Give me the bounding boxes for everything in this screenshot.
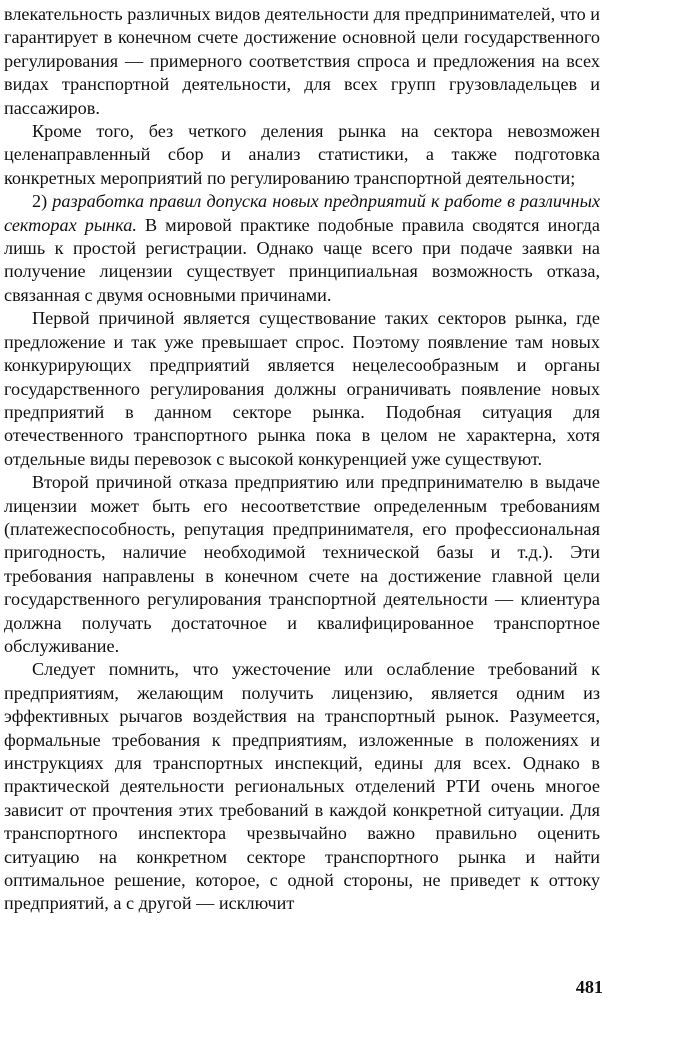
paragraph-first-reason: Первой причиной является существование таких секторов рынка, где предложение и так уже превышает спрос. Поэтому появление там новых конкурирующих предприятий является нецелесообразным и органы государственного регулирования должны ограничивать появление новых предприятий в данном секторе рынка. Подобная ситуация для отечественного транспортного рынка пока в целом не характерна, хотя отдельные виды перевозок с высокой конкуренцией уже существуют. bbox=[4, 308, 600, 469]
paragraph-continuation: влекательность различных видов деятельности для предпринимателей, что и гарантирует в конечном счете достижение основной цели государственного регулирования — примерного соответствия спроса и предложения на всех видах транспортной деятельности, для всех групп грузовладельцев и пассажиров. bbox=[4, 4, 600, 118]
list-item-number: 2) bbox=[32, 191, 48, 212]
body-text bbox=[4, 3, 600, 916]
paragraph-second-reason: Второй причиной отказа предприятию или предпринимателю в выдаче лицензии может быть его несоответствие определенным требованиям (платежеспособность, репутация предпринимателя, его профессиональная пригодность, наличие необходимой технической базы и т.д.). Эти требования направлены в конечном счете на достижение главной цели государственного регулирования транспортной деятельности — клиентура должна получать достаточное и квалифицированное транспортное обслуживание. bbox=[4, 472, 600, 656]
paragraph-item-2 bbox=[4, 190, 600, 307]
paragraph-sectors-statistics: Кроме того, без четкого деления рынка на сектора невозможен целенаправленный сбор и анализ статистики, а также подготовка конкретных мероприятий по регулированию транспортной деятельности; bbox=[4, 121, 600, 188]
paragraph-requirements-lever: Следует помнить, что ужесточение или ослабление требований к предприятиям, желающим получить лицензию, является одним из эффективных рычагов воздействия на транспортный рынок. Разумеется, формальные требования к предприятиям, изложенные в положениях и инструкциях для транспортных инспекций, едины для всех. Однако в практической деятельности региональных отделений РТИ очень многое зависит от прочтения этих требований в каждой конкретной ситуации. Для транспортного инспектора чрезвычайно важно правильно оценить ситуацию на конкретном секторе транспортного рынка и найти оптимальное решение, которое, с одной стороны, не приведет к оттоку предприятий, а с другой — исключит bbox=[4, 659, 600, 914]
page-number: 481 bbox=[575, 977, 603, 997]
list-item-body: В мировой практике подобные правила сводятся иногда лишь к простой регистрации. Однако чаще всего при подаче заявки на получение лицензии существует принципиальная возможность отказа, связанная с двумя основными причинами. bbox=[4, 214, 601, 305]
list-item-italic-heading: разработка правил допуска новых предприятий к работе в различных секторах рынка. bbox=[4, 191, 601, 235]
